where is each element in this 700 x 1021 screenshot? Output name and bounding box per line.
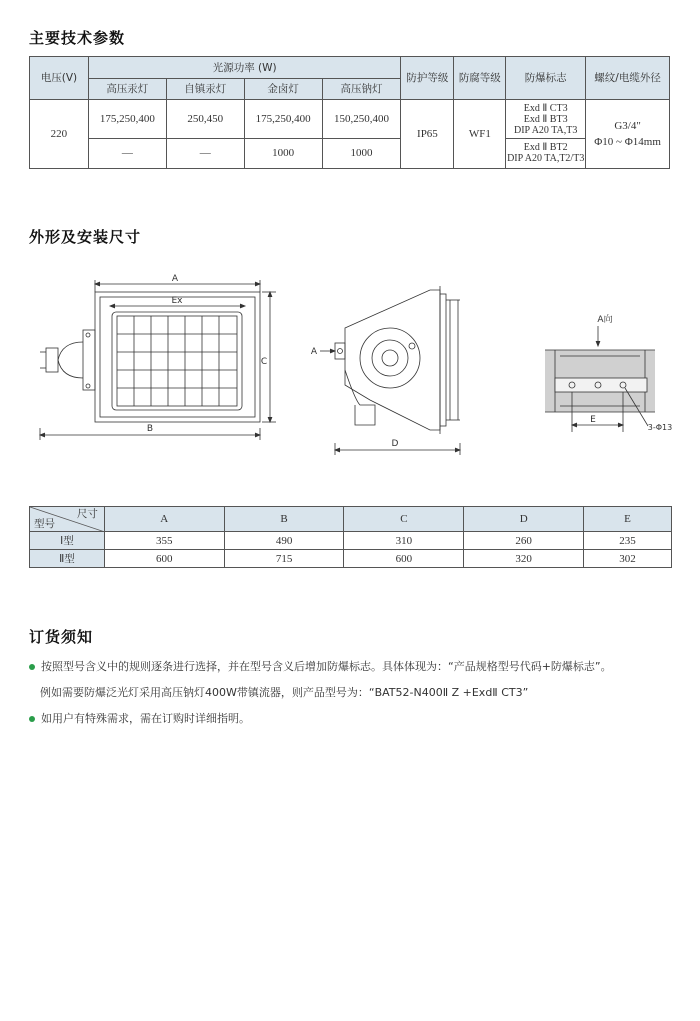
dim-value: 320 xyxy=(464,550,584,568)
side-view-drawing xyxy=(320,286,460,455)
thread-header: 螺纹/电缆外径 xyxy=(586,57,670,100)
power-cell: — xyxy=(166,138,244,168)
dim-col-b: B xyxy=(224,507,344,532)
dimension-drawings xyxy=(0,260,700,460)
ip-value: IP65 xyxy=(401,100,454,169)
corrosion-header: 防腐等级 xyxy=(454,57,506,100)
corrosion-value: WF1 xyxy=(454,100,506,169)
front-dim-a-label: A xyxy=(171,274,179,284)
ex-mark-line: Exd Ⅱ CT3 xyxy=(523,102,568,114)
model-cell: Ⅱ型 xyxy=(30,550,105,568)
ex-mark-line: DIP A20 TA,T2/T3 xyxy=(507,153,585,165)
dim-col-a: A xyxy=(104,507,224,532)
section-title-dims: 外形及安装尺寸 xyxy=(29,228,142,246)
dim-value: 355 xyxy=(104,532,224,550)
dim-header-corner xyxy=(30,507,105,532)
dim-value: 715 xyxy=(224,550,344,568)
lamp-type-mercury: 高压汞灯 xyxy=(88,79,166,100)
dim-header-model: 型号 xyxy=(34,518,55,530)
bullet-icon xyxy=(29,716,35,722)
dim-header-size: 尺寸 xyxy=(76,508,98,520)
dim-value: 600 xyxy=(344,550,464,568)
a-direction-view-drawing xyxy=(545,326,655,432)
order-note-text: 按照型号含义中的规则逐条进行选择，并在型号含义后增加防爆标志。具体体现为：“产品规格型号代码+防爆标志”。 xyxy=(41,660,612,673)
a-view-holes-label: 3-Φ13 xyxy=(647,423,673,432)
section-title-order: 订货须知 xyxy=(29,628,94,646)
ex-mark-line: Exd Ⅱ BT2 xyxy=(523,142,568,154)
voltage-header: 电压(V) xyxy=(30,57,89,100)
lamp-type-self-ballast: 自镇汞灯 xyxy=(166,79,244,100)
power-cell: 1000 xyxy=(322,138,401,168)
table-row xyxy=(30,532,672,550)
thread-value xyxy=(586,100,670,169)
ip-header: 防护等级 xyxy=(401,57,454,100)
order-note-2 xyxy=(29,710,250,726)
ex-mark-2 xyxy=(506,138,586,168)
table-row xyxy=(30,550,672,568)
front-dim-ex-label: Ex xyxy=(171,296,183,306)
dim-col-c: C xyxy=(344,507,464,532)
ex-header: 防爆标志 xyxy=(506,57,586,100)
voltage-value: 220 xyxy=(30,100,89,169)
power-header: 光源功率 (W) xyxy=(88,57,401,79)
thread-line: G3/4" xyxy=(614,120,641,133)
side-dim-d-label: D xyxy=(391,439,399,449)
side-dim-a-label: A xyxy=(310,347,318,357)
ex-mark-line: Exd Ⅱ BT3 xyxy=(523,113,568,125)
dim-value: 600 xyxy=(104,550,224,568)
dim-value: 490 xyxy=(224,532,344,550)
section-title-tech: 主要技术参数 xyxy=(29,29,126,47)
dim-value: 235 xyxy=(584,532,672,550)
bullet-icon xyxy=(29,664,35,670)
power-cell: 175,250,400 xyxy=(88,100,166,138)
dim-col-e: E xyxy=(584,507,672,532)
order-note-example xyxy=(40,684,680,700)
model-cell: Ⅰ型 xyxy=(30,532,105,550)
order-note-1 xyxy=(29,658,689,674)
a-view-dim-e-label: E xyxy=(590,415,596,425)
front-dim-b-label: B xyxy=(146,424,154,434)
dimension-table xyxy=(29,506,672,568)
front-dim-c-label: C xyxy=(260,357,268,367)
power-cell: — xyxy=(88,138,166,168)
tech-params-table xyxy=(29,56,670,169)
thread-line: Φ10 ~ Φ14mm xyxy=(594,136,661,149)
order-note-text: 如用户有特殊需求，需在订购时详细指明。 xyxy=(41,712,250,725)
lamp-type-metal-halide: 金卤灯 xyxy=(244,79,322,100)
power-cell: 250,450 xyxy=(166,100,244,138)
dim-value: 302 xyxy=(584,550,672,568)
power-cell: 1000 xyxy=(244,138,322,168)
power-cell: 150,250,400 xyxy=(322,100,401,138)
ex-mark-1 xyxy=(506,100,586,138)
power-cell: 175,250,400 xyxy=(244,100,322,138)
lamp-type-sodium: 高压钠灯 xyxy=(322,79,401,100)
ex-mark-line: DIP A20 TA,T3 xyxy=(514,124,578,136)
dim-col-d: D xyxy=(464,507,584,532)
dim-value: 310 xyxy=(344,532,464,550)
front-view-drawing xyxy=(40,280,276,440)
dim-value: 260 xyxy=(464,532,584,550)
order-note-text: 例如需要防爆泛光灯采用高压钠灯400W带镇流器，则产品型号为：“BAT52-N400Ⅱ Z +ExdⅡ CT3” xyxy=(40,686,529,699)
a-view-title: A向 xyxy=(597,315,613,325)
